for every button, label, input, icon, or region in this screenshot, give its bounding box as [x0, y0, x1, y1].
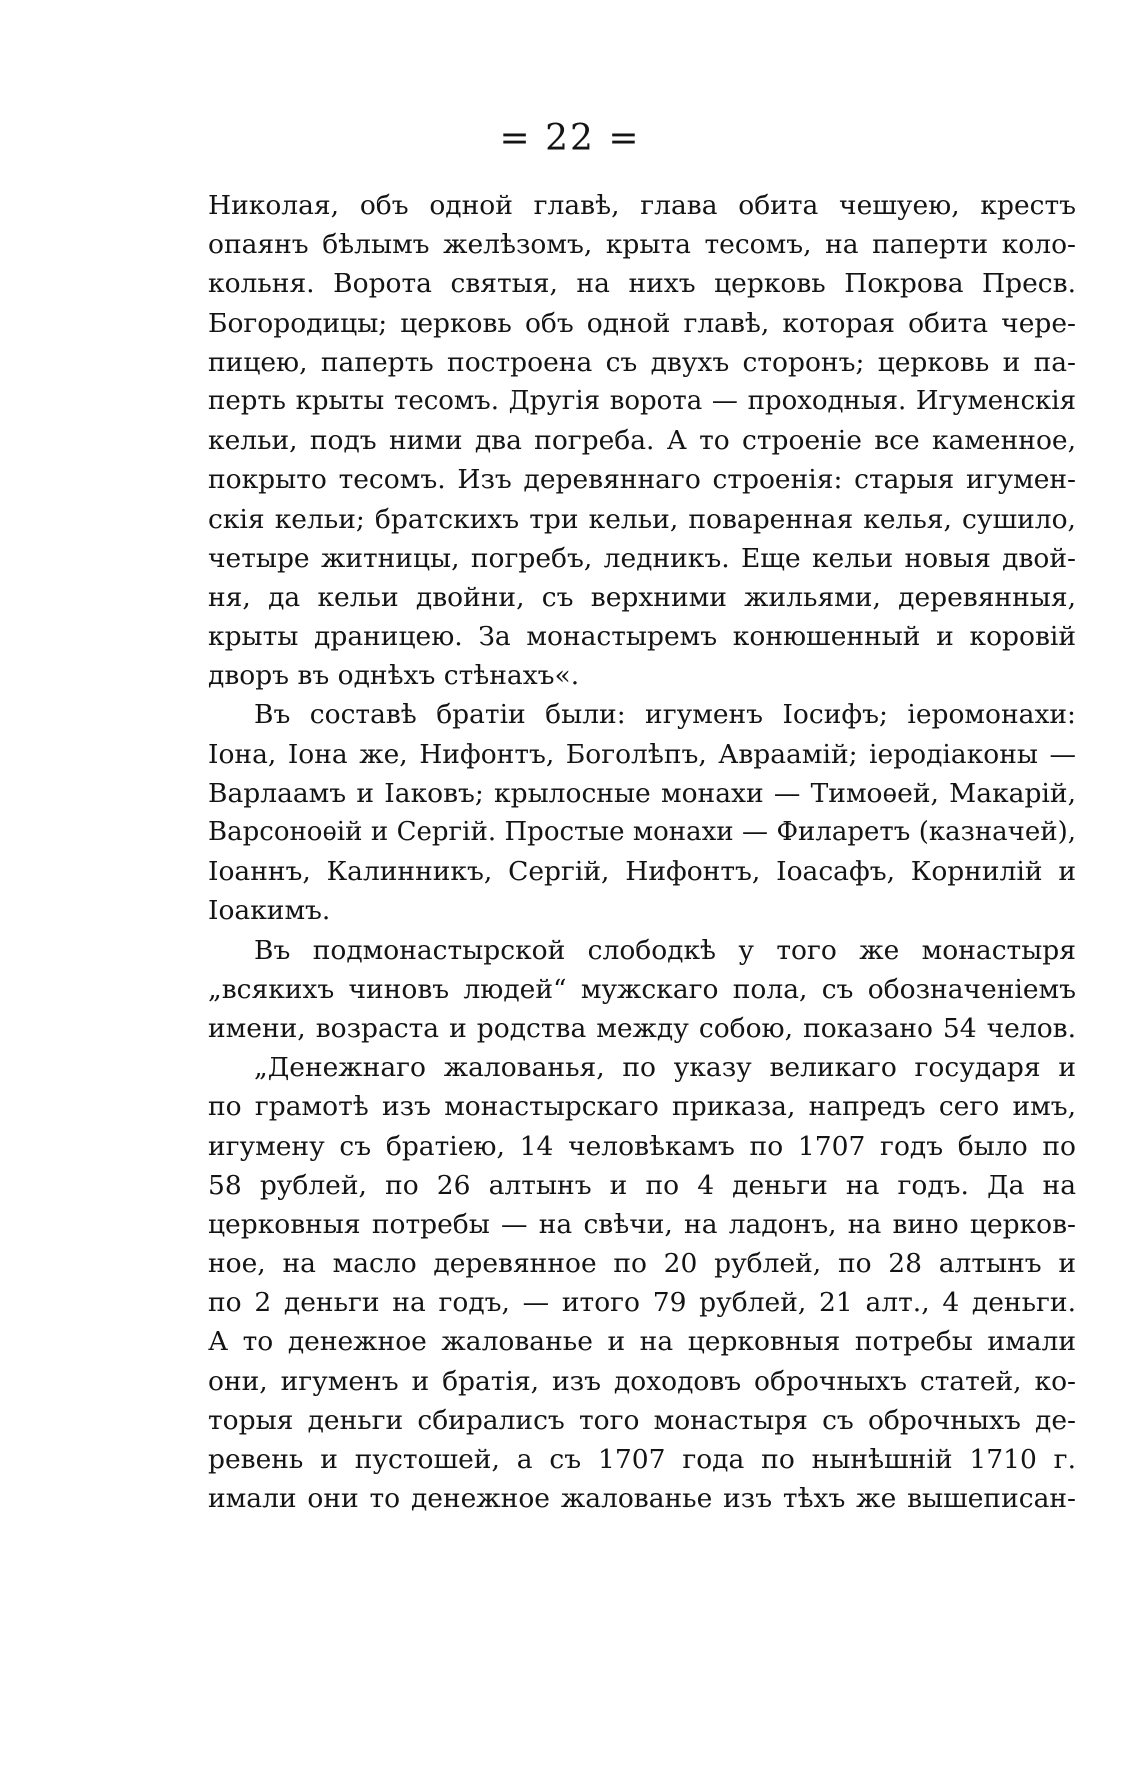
text-line: они, игуменъ и братія, изъ доходовъ оброчныхъ статей, ко-	[208, 1365, 1076, 1397]
text-line: Въ составѣ братіи были: игуменъ Іосифъ; іеромонахи:	[254, 699, 1076, 731]
text-line: „Денежнаго жалованья, по указу великаго государя и	[254, 1052, 1076, 1084]
text-line: церковныя потребы — на свѣчи, на ладонъ, на вино церков-	[208, 1208, 1076, 1240]
text-line: Богородицы; церковь объ одной главѣ, которая обита чере-	[208, 307, 1076, 339]
text-line: Іона, Іона же, Нифонтъ, Боголѣпъ, Авраамій; іеродіаконы —	[208, 738, 1076, 770]
text-line: „всякихъ чиновъ людей“ мужскаго пола, съ обозначеніемъ	[208, 973, 1076, 1005]
text-line: А то денежное жалованье и на церковныя потребы имали	[208, 1326, 1076, 1358]
text-line: ревень и пустошей, а съ 1707 года по нынѣшній 1710 г.	[208, 1444, 1076, 1475]
text-line: скія кельи; братскихъ три кельи, поваренная келья, сушило,	[208, 503, 1076, 535]
text-line: Варсоноѳій и Сергій. Простые монахи — Филаретъ (казначей),	[208, 817, 1076, 847]
text-line: Іоакимъ.	[208, 895, 331, 927]
text-line: четыре житницы, погребъ, ледникъ. Еще кельи новыя двой-	[208, 542, 1076, 574]
text-line: торыя деньги сбиралисъ того монастыря съ оброчныхъ де-	[208, 1404, 1076, 1436]
text-line: пицею, паперть построена съ двухъ сторонъ; церковь и па-	[208, 346, 1076, 378]
text-line: имали они то денежное жалованье изъ тѣхъ же вышеписан-	[208, 1483, 1076, 1515]
text-line: кольня. Ворота святыя, на нихъ церковь Покрова Пресв.	[208, 268, 1076, 300]
page-number: = 22 =	[499, 118, 641, 159]
text-line: имени, возраста и родства между собою, показано 54 челов.	[208, 1012, 1076, 1044]
text-line: крыты драницею. За монастыремъ конюшенный и коровій	[208, 621, 1076, 653]
text-line: кельи, подъ ними два погреба. А то строеніе все каменное,	[208, 425, 1076, 457]
text-line: Николая, объ одной главѣ, глава обита чешуею, крестъ	[208, 190, 1076, 221]
text-line: перть крыты тесомъ. Другія ворота — проходныя. Игуменскія	[208, 385, 1076, 416]
text-line: опаянъ бѣлымъ желѣзомъ, крыта тесомъ, на паперти коло-	[208, 229, 1076, 261]
text-line: 58 рублей, по 26 алтынъ и по 4 деньги на годъ. Да на	[208, 1169, 1076, 1201]
body-text	[208, 186, 1076, 1518]
text-line: ня, да кельи двойни, съ верхними жильями, деревянныя,	[208, 581, 1076, 613]
text-line: покрыто тесомъ. Изъ деревяннаго строенія: старыя игумен-	[208, 464, 1076, 496]
text-line: по грамотѣ изъ монастырскаго приказа, напредъ сего имъ,	[208, 1091, 1076, 1123]
text-line: игумену съ братіею, 14 человѣкамъ по 1707 годъ было по	[208, 1130, 1076, 1162]
text-line: ное, на масло деревянное по 20 рублей, по 28 алтынъ и	[208, 1248, 1076, 1280]
text-line: по 2 деньги на годъ, — итого 79 рублей, 21 алт., 4 деньги.	[208, 1287, 1076, 1319]
text-line: Іоаннъ, Калинникъ, Сергій, Нифонтъ, Іоасафъ, Корнилій и	[208, 856, 1076, 888]
text-line: Варлаамъ и Іаковъ; крылосные монахи — Тимоѳей, Макарій,	[208, 777, 1076, 809]
text-line: Въ подмонастырской слободкѣ у того же монастыря	[254, 934, 1076, 966]
text-line: дворъ въ однѣхъ стѣнахъ«.	[208, 660, 580, 692]
